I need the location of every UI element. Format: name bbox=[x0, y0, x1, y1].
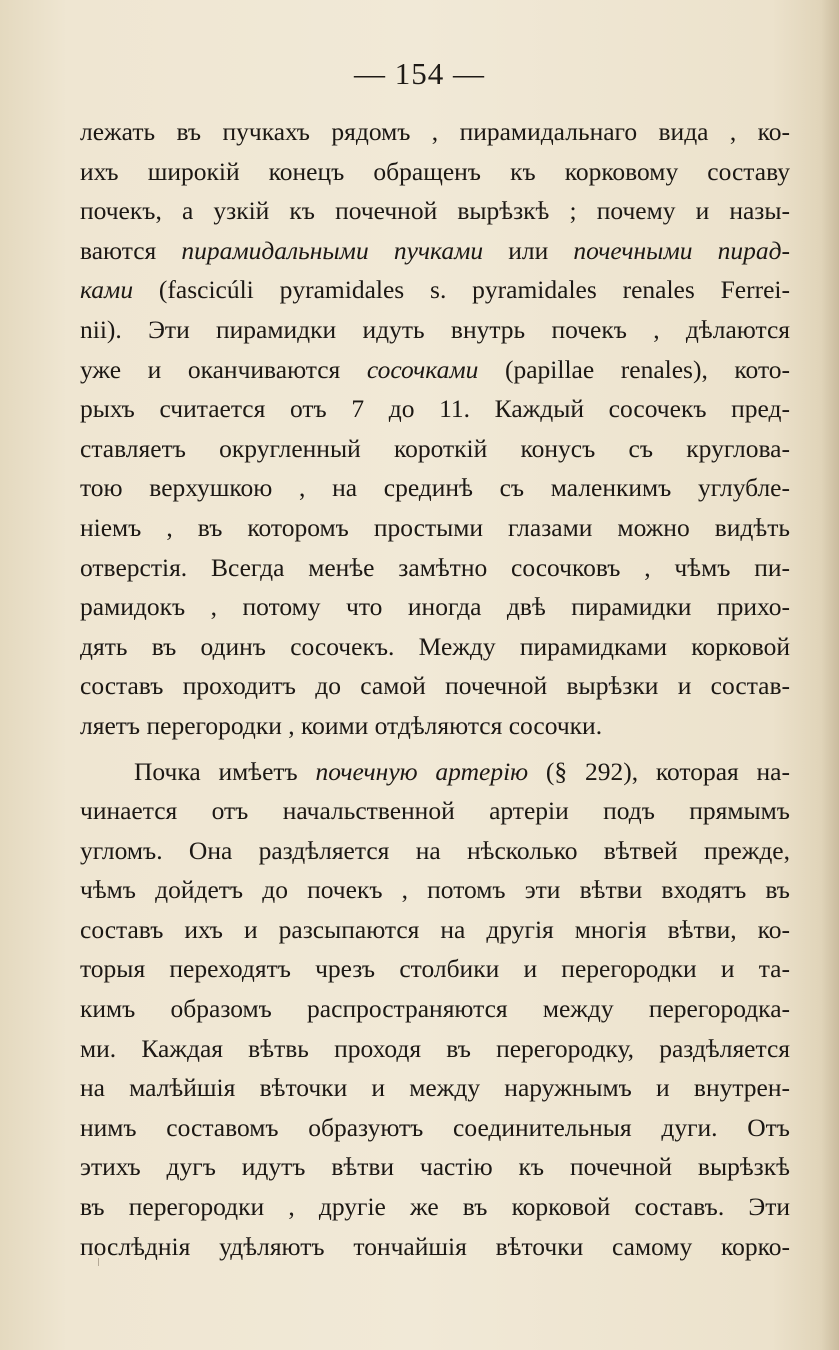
page-edge-shadow bbox=[821, 0, 839, 1350]
text-line: отверстія. Всегда менѣе замѣтно сосочковъ , чѣмъ пи- bbox=[80, 552, 790, 582]
text-line: ставляетъ округленный короткій конусъ съ круглова- bbox=[80, 433, 790, 463]
text-line: нимъ составомъ образуютъ соединительныя дуги. Отъ bbox=[80, 1112, 790, 1142]
text-line: дять въ одинъ сосочекъ. Между пирамидками корковой bbox=[80, 631, 790, 661]
italic-term: сосочками bbox=[366, 354, 479, 384]
text-line: nii). Эти пирамидки идуть внутрь почекъ , дѣлаются bbox=[80, 314, 790, 344]
text-line: послѣднія удѣляютъ тончайшія вѣточки самому корко- bbox=[80, 1231, 790, 1261]
text-line: этихъ дугъ идутъ вѣтви частію къ почечной вырѣзкѣ bbox=[80, 1152, 790, 1182]
text-line: ихъ широкій конецъ обращенъ къ корковому составу bbox=[80, 156, 790, 186]
text-line: тою верхушкою , на срединѣ съ маленкимъ углубле- bbox=[80, 473, 790, 503]
text-line: составъ проходитъ до самой почечной вырѣзки и состав- bbox=[80, 671, 790, 701]
italic-term: ками bbox=[80, 275, 134, 305]
italic-term: пирамидальными пучками bbox=[181, 235, 484, 265]
text-line: почекъ, а узкій къ почечной вырѣзкѣ ; почему и назы- bbox=[80, 196, 790, 226]
text-line: ваются пирамидальными пучками или почечными пирад- bbox=[80, 235, 790, 265]
text-line: въ перегородки , другіе же въ корковой составъ. Эти bbox=[80, 1192, 790, 1222]
body-text bbox=[80, 112, 790, 1266]
text-line: ніемъ , въ которомъ простыми глазами можно видѣть bbox=[80, 512, 790, 542]
text-line: рамидокъ , потому что иногда двѣ пирамидки прихо- bbox=[80, 592, 790, 622]
italic-term: почечными пирад- bbox=[573, 235, 790, 265]
text-line: торыя переходятъ чрезъ столбики и перегородки и та- bbox=[80, 954, 790, 984]
text-line: лежать въ пучкахъ рядомъ , пирамидальнаго вида , ко- bbox=[80, 117, 790, 146]
page-number: — 154 — bbox=[354, 56, 485, 91]
text-line: ляетъ перегородки , коими отдѣляются сосочки. bbox=[80, 710, 603, 740]
text-line: чѣмъ дойдетъ до почекъ , потомъ эти вѣтви входятъ въ bbox=[80, 875, 790, 905]
text-line: Почка имѣетъ почечную артерію (§ 292), которая на- bbox=[134, 756, 790, 786]
text-line: угломъ. Она раздѣляется на нѣсколько вѣтвей прежде, bbox=[80, 835, 790, 865]
text-line: на малѣйшія вѣточки и между наружнымъ и внутрен- bbox=[80, 1073, 790, 1103]
text-line: кимъ образомъ распространяются между перегородка- bbox=[80, 994, 790, 1024]
text-line: ми. Каждая вѣтвь проходя въ перегородку, раздѣляется bbox=[80, 1033, 790, 1063]
print-speck bbox=[98, 1258, 103, 1266]
text-line: чинается отъ начальственной артеріи подъ прямымъ bbox=[80, 796, 790, 826]
text-line: уже и оканчиваются сосочками (papillae renales), кото- bbox=[80, 354, 790, 384]
italic-term: почечную артерію bbox=[315, 756, 529, 786]
text-line: составъ ихъ и разсыпаются на другія многія вѣтви, ко- bbox=[80, 914, 790, 944]
text-line: рыхъ считается отъ 7 до 11. Каждый сосочекъ пред- bbox=[80, 394, 790, 424]
text-line: ками (fascicúli pyramidales s. pyramidales renales Ferrei- bbox=[80, 275, 790, 305]
